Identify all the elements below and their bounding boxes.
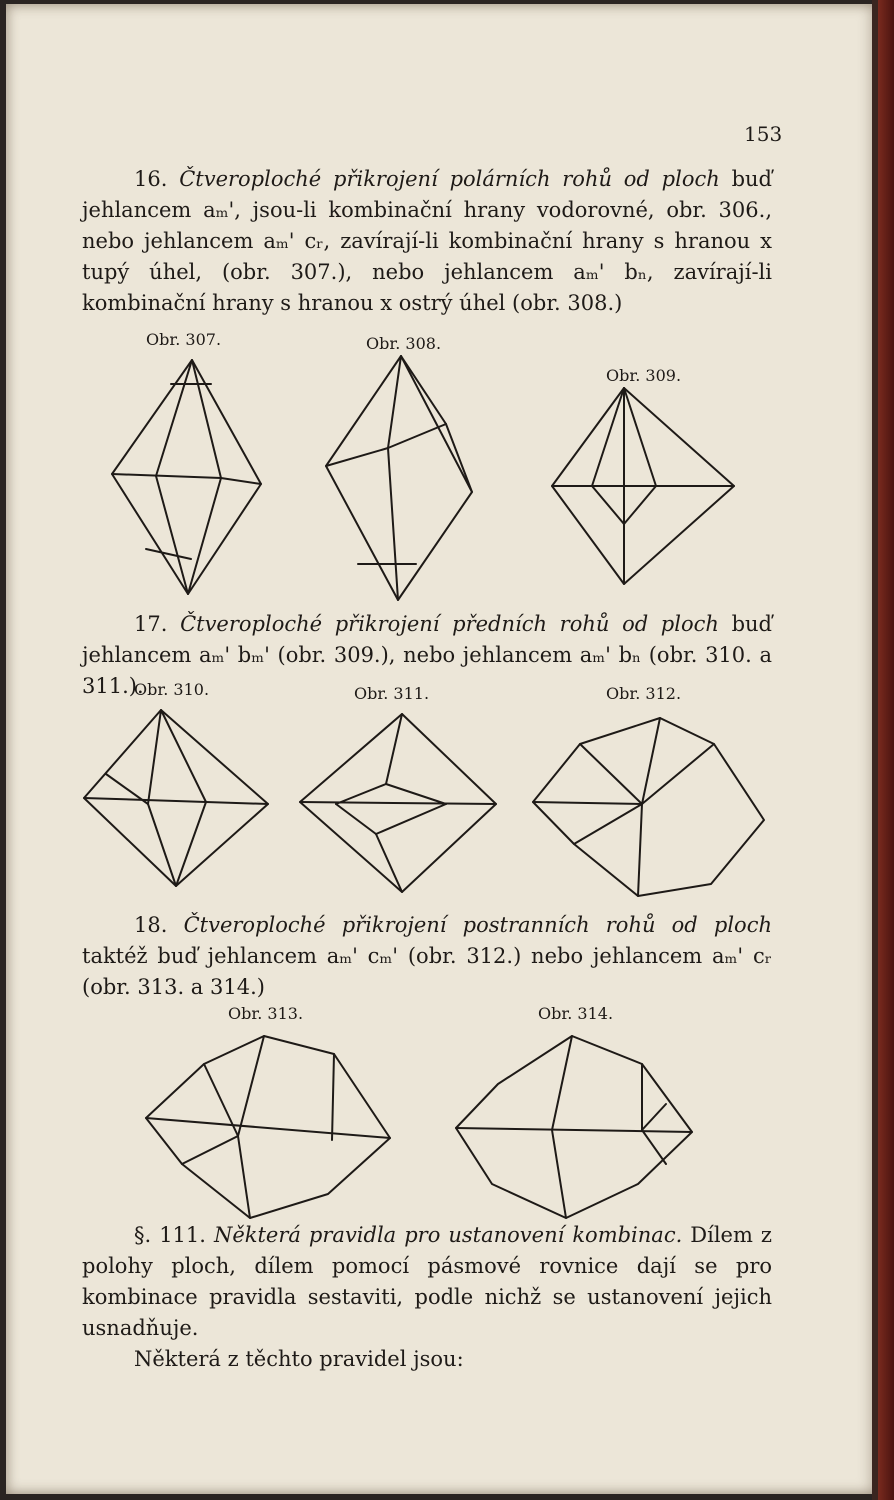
paragraph-number: §. 111.: [134, 1223, 206, 1247]
paragraph-text: buď jehlancem aₘ' bₘ' (obr. 309.), nebo jehlancem aₘ' bₙ (obr. 310. a 311.).: [82, 612, 772, 698]
caption-fig313: Obr. 313.: [228, 1004, 304, 1023]
caption-fig310: Obr. 310.: [134, 680, 210, 699]
paragraph-title: Některá pravidla pro ustanovení kombinac.: [213, 1223, 683, 1247]
caption-fig307: Obr. 307.: [146, 330, 222, 349]
paragraph-text: taktéž buď jehlancem aₘ' cₘ' (obr. 312.) nebo jehlancem aₘ' cᵣ (obr. 313. a 314.): [82, 944, 772, 999]
caption-fig309: Obr. 309.: [606, 366, 682, 385]
book-page: [6, 4, 878, 1494]
paragraph-title: Čtveroploché přikrojení postranních rohů od ploch: [183, 913, 772, 937]
book-binding: [878, 0, 894, 1500]
paragraph-title: Čtveroploché přikrojení předních rohů od ploch: [180, 612, 719, 636]
figure-313: [146, 1036, 390, 1218]
paragraph-text: Dílem z polohy ploch, dílem pomocí pásmové rovnice dají se pro kombinace pravidla sestaviti, podle nichž se ustanovení jejich usnadňuje.: [82, 1223, 772, 1340]
paragraph-number: 16.: [134, 167, 168, 191]
caption-fig308: Obr. 308.: [366, 334, 442, 353]
figure-314: [456, 1036, 692, 1218]
caption-fig312: Obr. 312.: [606, 684, 682, 703]
caption-fig314: Obr. 314.: [538, 1004, 614, 1023]
paragraph-text-last: Některá z těchto pravidel jsou:: [134, 1347, 464, 1371]
paragraph-text: buď jehlancem aₘ', jsou-li kombinační hrany vodorovné, obr. 306., nebo jehlancem aₘ' cᵣ, zavírají-li kombinační hrany s hranou x tupý úhel, (obr. 307.), nebo jehlancem aₘ' bₙ, zavírají-li kombinační hrany s hranou x ostrý úhel (obr. 308.): [82, 167, 772, 315]
caption-fig311: Obr. 311.: [354, 684, 430, 703]
paragraph-number: 17.: [134, 612, 168, 636]
page-number: 153: [744, 122, 783, 146]
paragraph-111: [82, 1220, 772, 1375]
paragraph-title: Čtveroploché přikrojení polárních rohů od ploch: [179, 167, 720, 191]
paragraph-number: 18.: [134, 913, 168, 937]
